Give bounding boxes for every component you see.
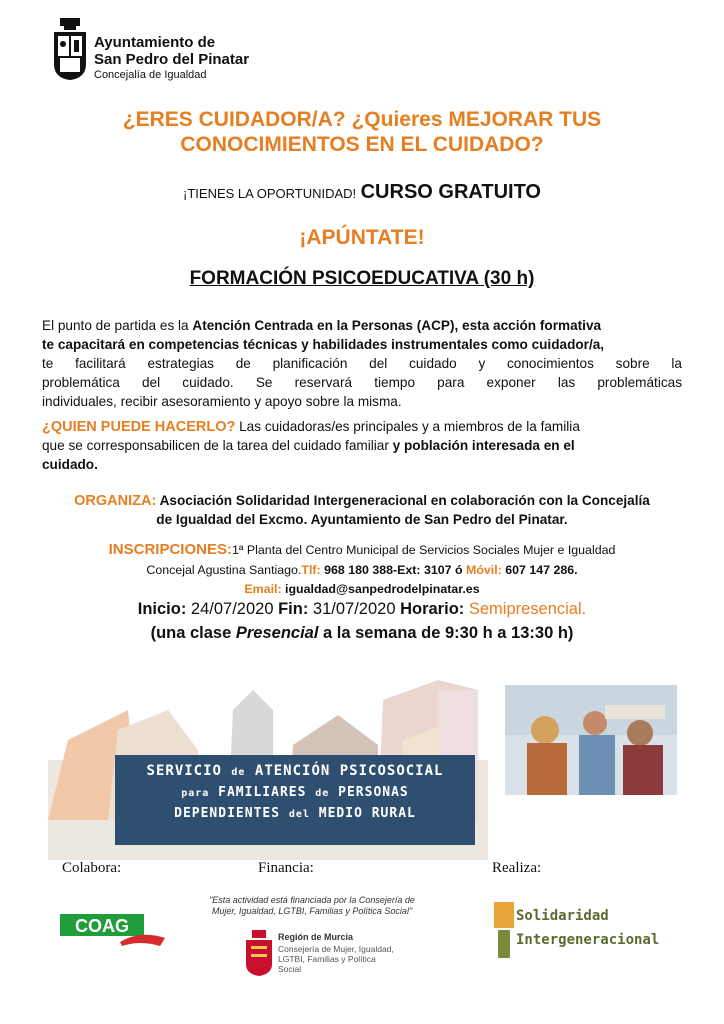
start-label: Inicio: [137, 600, 187, 618]
coag-logo [60, 912, 170, 948]
banner-word: DEPENDIENTES [174, 806, 281, 821]
who-paragraph [42, 417, 682, 474]
class-line [0, 624, 724, 643]
banner-line3 [115, 806, 475, 821]
who-line: cuidado. [42, 457, 98, 472]
phone-label: Tlf: [301, 563, 321, 577]
class-presencial: Presencial [235, 624, 319, 642]
course-title: FORMACIÓN PSICOEDUCATIVA (30 h) [189, 268, 535, 289]
org-name-line1: Ayuntamiento de [94, 34, 216, 51]
phone-value[interactable]: 968 180 388-Ext: 3107 ó [320, 563, 466, 577]
funding-note: "Esta actividad está financiada por la Consejería de Mujer, Igualdad, LGTBI, Familias y Política Social" [209, 895, 415, 916]
financia-label: Financia: [258, 860, 314, 876]
headline-line2: CONOCIMIENTOS EN EL CUIDADO? [180, 133, 544, 156]
organiza-line [40, 491, 684, 510]
banner-word: para [181, 788, 210, 799]
intro-line [42, 316, 682, 335]
end-date: 31/07/2020 [308, 600, 401, 618]
murcia-title: Región de Murcia [278, 932, 354, 942]
class-hours: a la semana de 9:30 h a 13:30 h) [318, 624, 574, 642]
intro-text: El punto de partida es la [42, 318, 193, 333]
inscripciones-line [40, 561, 684, 580]
service-banner [115, 755, 475, 845]
inscripciones-line [40, 541, 684, 561]
who-text: que se corresponsabilicen de la tarea del cuidado familiar [42, 438, 393, 453]
banner-word: de [315, 788, 330, 799]
intro-line: individuales, recibir asesoramiento y apoyo sobre la misma. [42, 394, 402, 409]
banner-word: del [288, 809, 310, 820]
inscripciones-block [40, 541, 684, 599]
banner-word: SERVICIO [146, 763, 222, 779]
intro-acp: Atención Centrada en la Personas (ACP), esta acción formativa [192, 318, 602, 333]
inscripciones-contact: Concejal Agustina Santiago. [146, 563, 302, 577]
who-line [42, 436, 682, 455]
coag-logo-text: COAG [75, 916, 129, 936]
murcia-shield-icon [246, 930, 272, 976]
banner-word: PERSONAS [338, 785, 409, 800]
banner-word: de [231, 767, 246, 778]
email-link[interactable]: igualdad@sanpedrodelpinatar.es [281, 582, 480, 596]
banner-word: MEDIO RURAL [318, 806, 416, 821]
who-text: Las cuidadoras/es principales y a miembros de la familia [235, 419, 580, 434]
inscripciones-line [40, 580, 684, 599]
murcia-subtitle: Consejería de Mujer, Igualdad, LGTBI, Familias y Política Social [278, 944, 394, 974]
solidaridad-logo-icon [494, 902, 514, 958]
intro-line: te capacitará en competencias técnicas y habilidades instrumentales como cuidador/a, [42, 337, 605, 352]
who-line [42, 417, 682, 436]
free-course: CURSO GRATUITO [360, 181, 541, 203]
department-name: Concejalía de Igualdad [94, 69, 207, 81]
realiza-label: Realiza: [492, 860, 542, 876]
organiza-block [40, 491, 684, 529]
class-text: (una clase [150, 624, 236, 642]
intergeneracional-text: Intergeneracional [516, 932, 660, 948]
intro-line: te facilitará estrategias de planificación del cuidado y conocimientos sobre la [42, 356, 682, 371]
banner-line2 [115, 785, 475, 800]
banner-line1 [115, 763, 475, 779]
end-label: Fin: [278, 600, 309, 618]
headline-line1: ¿ERES CUIDADOR/A? ¿Quieres MEJORAR TUS [122, 108, 602, 131]
banner-word: ATENCIÓN PSICOSOCIAL [254, 763, 444, 779]
opportunity-small: ¡TIENES LA OPORTUNIDAD! [183, 186, 357, 201]
intro-line: problemática del cuidado. Se reservará tiempo para exponer las problemáticas [42, 375, 682, 390]
org-name-line2: San Pedro del Pinatar [94, 51, 250, 68]
mobile-label: Móvil: [466, 563, 502, 577]
organiza-label: ORGANIZA: [74, 493, 157, 509]
signup-cta: ¡APÚNTATE! [299, 226, 425, 249]
intro-paragraph [42, 316, 682, 411]
email-label: Email: [244, 582, 282, 596]
organiza-line: de Igualdad del Excmo. Ayuntamiento de San Pedro del Pinatar. [156, 512, 568, 527]
schedule-mode: Semipresencial. [464, 600, 587, 618]
inscripciones-label: INSCRIPCIONES: [108, 541, 232, 558]
start-date: 24/07/2020 [186, 600, 279, 618]
schedule-label: Horario: [400, 600, 465, 618]
colabora-label: Colabora: [62, 860, 122, 876]
who-bold: y población interesada en el [392, 438, 575, 453]
mobile-value[interactable]: 607 147 286. [501, 563, 578, 577]
painting-photo [505, 685, 677, 795]
coat-of-arms-icon [52, 18, 88, 80]
who-label: ¿QUIEN PUEDE HACERLO? [42, 419, 236, 435]
banner-word: FAMILIARES [218, 785, 307, 800]
inscripciones-address: 1ª Planta del Centro Municipal de Servicios Sociales Mujer e Igualdad [231, 543, 616, 557]
schedule-line [0, 600, 724, 619]
opportunity-line [0, 181, 724, 204]
organiza-text: Asociación Solidaridad Intergeneracional en colaboración con la Concejalía [156, 493, 650, 508]
solidaridad-text: Solidaridad [516, 908, 609, 924]
